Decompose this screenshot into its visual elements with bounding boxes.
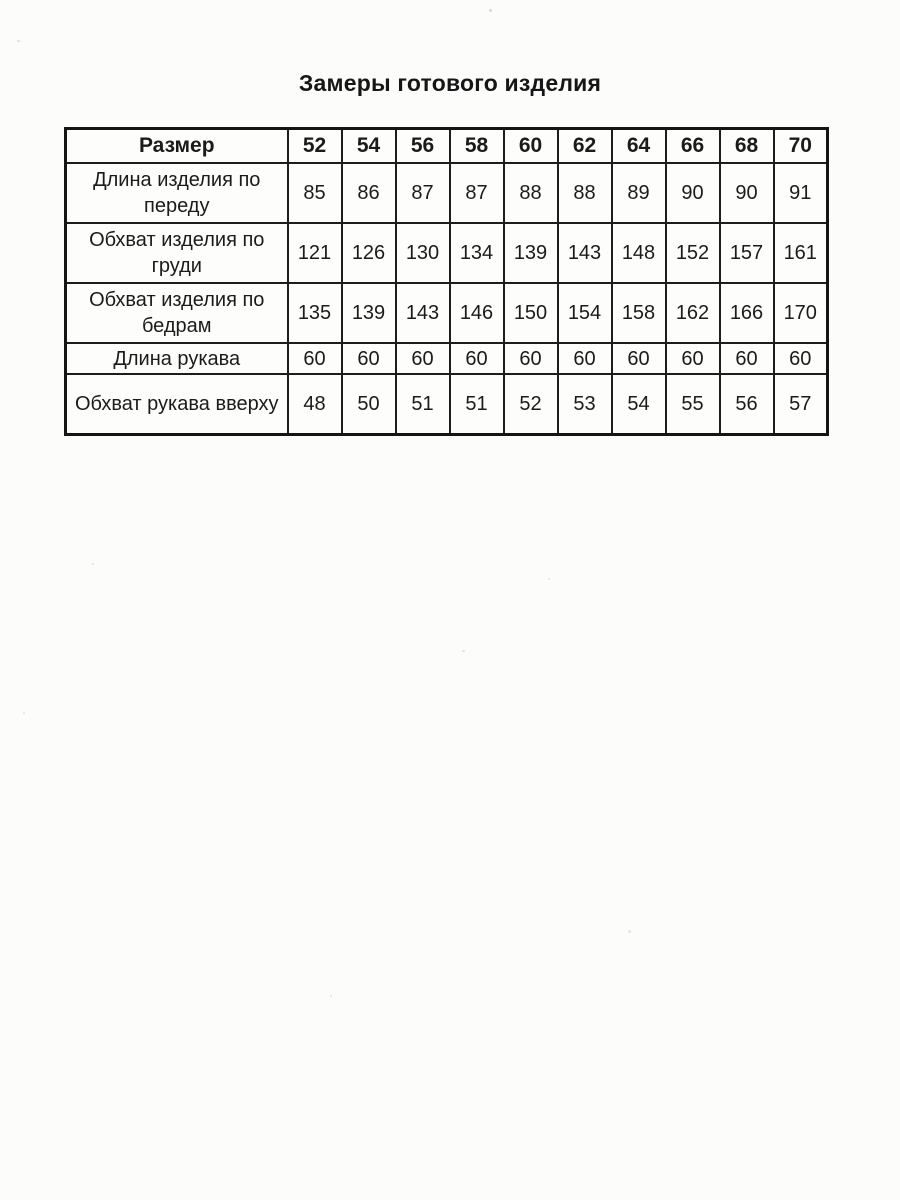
size-column-header: 56 xyxy=(396,129,450,164)
size-header-cell: Размер xyxy=(66,129,288,164)
value-cell: 51 xyxy=(450,374,504,434)
value-cell: 87 xyxy=(396,163,450,223)
scan-speck xyxy=(462,650,465,652)
value-cell: 88 xyxy=(504,163,558,223)
size-column-header: 62 xyxy=(558,129,612,164)
table-row xyxy=(66,374,828,434)
size-column-header: 66 xyxy=(666,129,720,164)
value-cell: 143 xyxy=(396,283,450,343)
value-cell: 146 xyxy=(450,283,504,343)
value-cell: 48 xyxy=(288,374,342,434)
value-cell: 60 xyxy=(450,343,504,374)
value-cell: 158 xyxy=(612,283,666,343)
value-cell: 57 xyxy=(774,374,828,434)
value-cell: 55 xyxy=(666,374,720,434)
value-cell: 60 xyxy=(666,343,720,374)
value-cell: 60 xyxy=(342,343,396,374)
value-cell: 148 xyxy=(612,223,666,283)
value-cell: 52 xyxy=(504,374,558,434)
value-cell: 166 xyxy=(720,283,774,343)
size-column-header: 68 xyxy=(720,129,774,164)
value-cell: 130 xyxy=(396,223,450,283)
value-cell: 85 xyxy=(288,163,342,223)
value-cell: 60 xyxy=(504,343,558,374)
size-column-header: 58 xyxy=(450,129,504,164)
size-column-header: 54 xyxy=(342,129,396,164)
value-cell: 87 xyxy=(450,163,504,223)
value-cell: 60 xyxy=(720,343,774,374)
row-label: Длина рукава xyxy=(66,343,288,374)
value-cell: 88 xyxy=(558,163,612,223)
value-cell: 139 xyxy=(342,283,396,343)
value-cell: 60 xyxy=(558,343,612,374)
value-cell: 60 xyxy=(288,343,342,374)
size-column-header: 64 xyxy=(612,129,666,164)
value-cell: 157 xyxy=(720,223,774,283)
table-row xyxy=(66,283,828,343)
scan-speck xyxy=(23,712,25,714)
row-label: Длина изделия по переду xyxy=(66,163,288,223)
value-cell: 126 xyxy=(342,223,396,283)
size-column-header: 70 xyxy=(774,129,828,164)
value-cell: 54 xyxy=(612,374,666,434)
value-cell: 60 xyxy=(396,343,450,374)
value-cell: 135 xyxy=(288,283,342,343)
value-cell: 90 xyxy=(720,163,774,223)
size-column-header: 60 xyxy=(504,129,558,164)
value-cell: 154 xyxy=(558,283,612,343)
value-cell: 86 xyxy=(342,163,396,223)
scan-speck xyxy=(330,995,332,997)
size-column-header: 52 xyxy=(288,129,342,164)
page-title: Замеры готового изделия xyxy=(298,70,602,96)
value-cell: 60 xyxy=(612,343,666,374)
scan-speck xyxy=(628,930,631,933)
value-cell: 150 xyxy=(504,283,558,343)
table-header-row xyxy=(66,129,828,164)
table-row xyxy=(66,163,828,223)
value-cell: 60 xyxy=(774,343,828,374)
row-label: Обхват рукава вверху xyxy=(66,374,288,434)
value-cell: 134 xyxy=(450,223,504,283)
value-cell: 143 xyxy=(558,223,612,283)
value-cell: 89 xyxy=(612,163,666,223)
scan-speck xyxy=(92,563,94,565)
row-label: Обхват изделия по бедрам xyxy=(66,283,288,343)
value-cell: 170 xyxy=(774,283,828,343)
value-cell: 91 xyxy=(774,163,828,223)
value-cell: 50 xyxy=(342,374,396,434)
value-cell: 139 xyxy=(504,223,558,283)
size-measurements-table xyxy=(64,127,829,436)
table-row xyxy=(66,223,828,283)
value-cell: 161 xyxy=(774,223,828,283)
table-row xyxy=(66,343,828,374)
value-cell: 90 xyxy=(666,163,720,223)
value-cell: 56 xyxy=(720,374,774,434)
value-cell: 121 xyxy=(288,223,342,283)
value-cell: 162 xyxy=(666,283,720,343)
value-cell: 53 xyxy=(558,374,612,434)
table-body xyxy=(66,163,828,434)
value-cell: 51 xyxy=(396,374,450,434)
scan-speck xyxy=(548,578,550,580)
value-cell: 152 xyxy=(666,223,720,283)
row-label: Обхват изделия по груди xyxy=(66,223,288,283)
